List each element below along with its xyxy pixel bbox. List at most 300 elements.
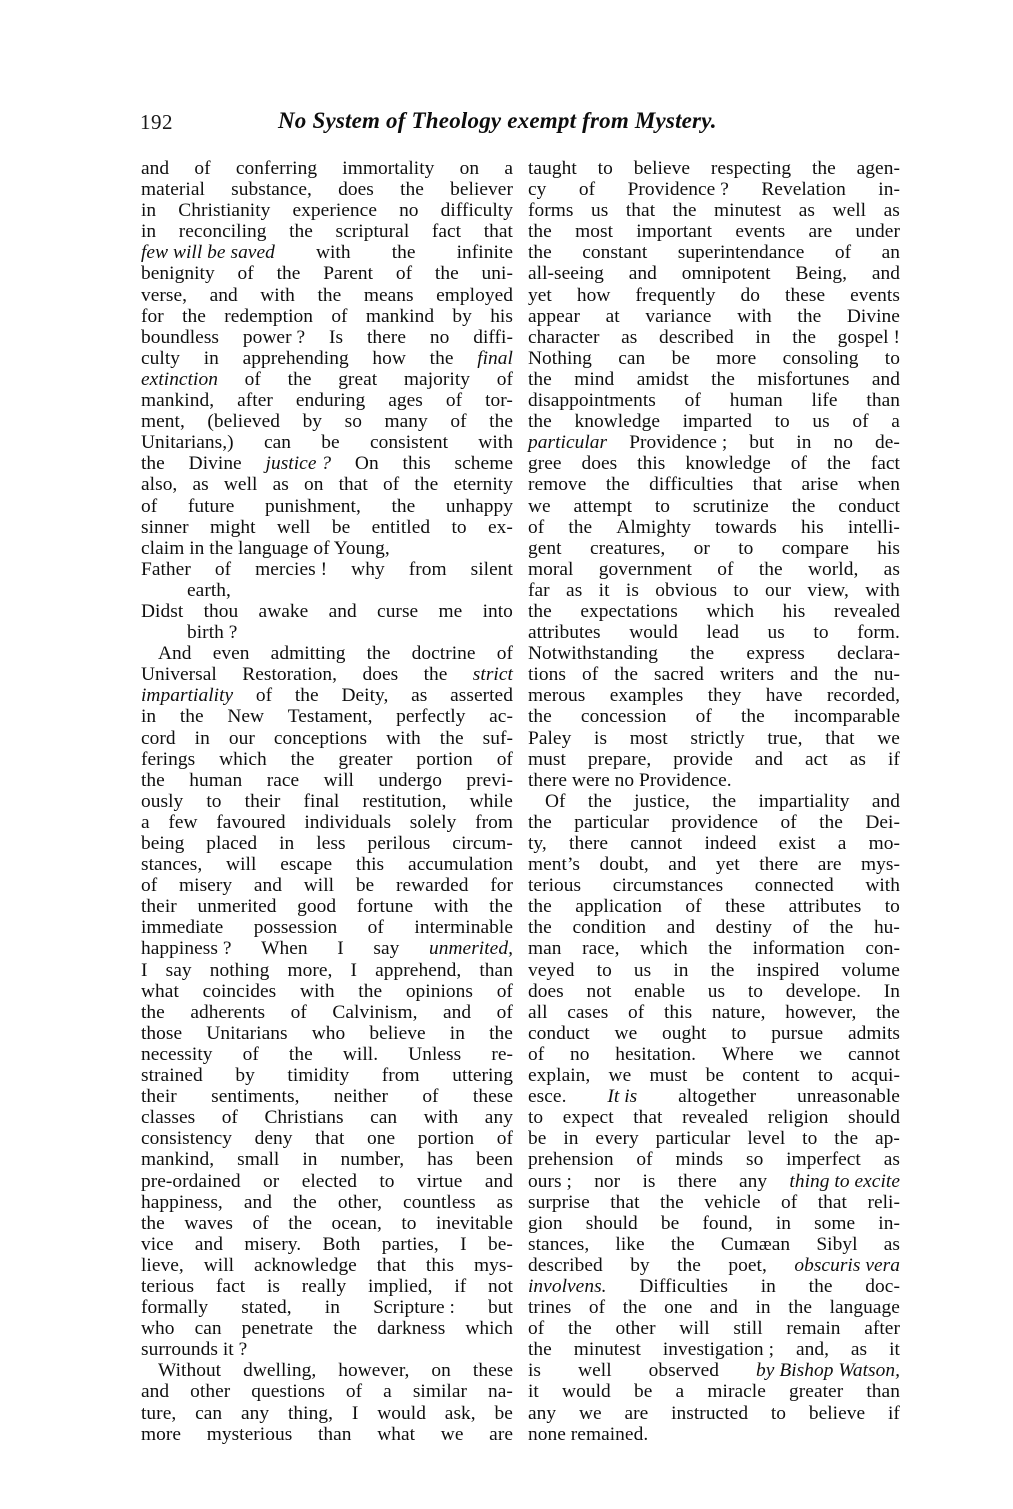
line-segment: Paley	[528, 727, 572, 749]
line-segment: with	[737, 305, 772, 327]
text-line	[528, 538, 900, 559]
line-segment: his	[782, 600, 806, 622]
line-segment: are	[624, 1402, 649, 1424]
line-segment: provide	[673, 748, 733, 770]
line-segment: their	[141, 896, 177, 918]
line-segment: penetrate	[241, 1318, 314, 1340]
line-segment: by Bishop Watson,	[756, 1360, 900, 1382]
line-segment: investigation ;	[662, 1339, 775, 1361]
text-line	[141, 1149, 513, 1170]
line-segment: misery.	[244, 1233, 302, 1255]
line-segment: misfortunes	[757, 368, 850, 390]
line-segment: the	[670, 1233, 695, 1255]
text-line	[141, 1065, 513, 1086]
line-segment: world,	[807, 558, 859, 580]
line-segment: the	[528, 896, 552, 918]
line-segment: and,	[795, 1339, 829, 1361]
line-segment: for	[141, 305, 164, 327]
line-segment: like	[615, 1233, 645, 1255]
line-segment: parties,	[381, 1233, 439, 1255]
line-segment: of	[496, 368, 513, 390]
line-segment: the	[290, 748, 315, 770]
line-segment: in	[755, 1297, 771, 1319]
line-segment: minds	[675, 1149, 724, 1171]
line-segment: to	[802, 1128, 818, 1150]
line-segment: Christians	[264, 1107, 344, 1129]
line-segment: stances,	[528, 1233, 590, 1255]
line-segment: that	[633, 1107, 663, 1129]
line-segment: believe	[633, 158, 691, 179]
text-line	[528, 1107, 900, 1128]
line-segment: yet	[528, 284, 552, 306]
line-segment: and	[209, 284, 238, 306]
text-line	[141, 664, 513, 685]
line-segment: will	[323, 769, 354, 791]
line-segment: those	[141, 1022, 183, 1044]
text-line	[528, 685, 900, 706]
line-segment: moral	[528, 558, 574, 580]
text-line	[141, 453, 513, 474]
line-segment: government	[598, 558, 692, 580]
line-segment: of	[367, 917, 384, 939]
line-segment: on	[303, 474, 324, 496]
line-segment: these	[785, 284, 826, 306]
text-line	[528, 580, 900, 601]
line-segment: if	[887, 748, 900, 770]
line-segment: apprehending	[242, 347, 349, 369]
line-segment: in	[449, 1022, 465, 1044]
line-segment: any	[528, 1402, 557, 1424]
line-segment: respecting	[710, 158, 792, 179]
line-segment: na-	[488, 1381, 513, 1403]
text-line	[528, 1065, 900, 1086]
line-segment: ment,	[141, 411, 185, 433]
line-segment: we	[440, 1423, 464, 1445]
line-segment: unmerited	[197, 896, 277, 918]
line-segment: with	[299, 980, 335, 1002]
line-segment: of	[214, 558, 232, 580]
line-segment: the	[317, 284, 342, 306]
line-segment: miracle	[707, 1381, 766, 1403]
line-segment: to	[206, 790, 222, 812]
line-segment: imperfect	[786, 1149, 861, 1171]
line-segment: Parent	[323, 263, 374, 285]
line-segment: will	[679, 1318, 710, 1340]
line-segment: how	[576, 284, 611, 306]
line-segment: the	[677, 1254, 701, 1276]
line-segment: tions	[528, 664, 566, 686]
line-segment: do	[740, 284, 761, 306]
line-segment: conferring	[235, 158, 318, 179]
line-segment: Unitarians,)	[141, 432, 234, 454]
line-segment: declara-	[837, 643, 900, 665]
text-line	[141, 1276, 513, 1297]
line-segment: in	[141, 706, 157, 728]
text-line	[528, 1149, 900, 1170]
line-segment: possession	[253, 917, 338, 939]
text-line	[141, 263, 513, 284]
line-segment: other	[615, 1318, 656, 1340]
line-segment: a	[837, 833, 847, 854]
line-segment: undergo	[378, 769, 442, 791]
line-segment: ously	[141, 790, 184, 812]
line-segment: should	[585, 1212, 638, 1234]
line-segment: I	[350, 959, 358, 981]
line-segment: questions	[251, 1381, 325, 1403]
line-segment: of	[780, 811, 797, 833]
line-segment: can	[618, 347, 646, 369]
line-segment: is	[594, 727, 608, 749]
line-segment: some	[814, 1212, 856, 1234]
text-line	[528, 1360, 900, 1381]
line-segment: nu-	[874, 664, 900, 686]
line-segment: be-	[488, 1233, 513, 1255]
line-segment: infinite	[456, 242, 513, 264]
line-segment: of	[528, 1318, 545, 1340]
line-segment: inspired	[756, 959, 820, 981]
line-segment: still	[733, 1318, 763, 1340]
line-segment: this	[637, 453, 666, 475]
line-segment: circumstances	[612, 875, 724, 897]
line-segment: uni-	[481, 263, 513, 285]
line-segment: strict	[472, 664, 513, 686]
line-segment: consistent	[369, 432, 449, 454]
line-segment: neither	[333, 1086, 388, 1108]
line-segment: and	[328, 600, 357, 622]
line-segment: after	[237, 390, 273, 412]
line-segment: knowledge	[685, 453, 771, 475]
text-line	[141, 833, 513, 854]
line-segment: punishment,	[265, 495, 361, 517]
line-segment: rewarded	[395, 875, 469, 897]
text-line	[141, 474, 513, 495]
text-line	[528, 517, 900, 538]
text-line	[528, 664, 900, 685]
line-segment: a	[504, 158, 513, 179]
line-segment: vice	[141, 1233, 174, 1255]
line-segment: on	[431, 1360, 451, 1382]
line-segment: strained	[141, 1065, 203, 1087]
text-line	[141, 1381, 513, 1402]
line-segment: number,	[340, 1149, 405, 1171]
text-line	[528, 981, 900, 1002]
line-segment: in	[279, 833, 295, 854]
line-segment: be	[633, 1381, 653, 1403]
line-segment: hu-	[873, 917, 900, 939]
line-segment: the	[528, 917, 552, 939]
line-segment: mysterious	[206, 1423, 293, 1445]
line-segment: it	[598, 579, 610, 601]
line-segment: mind	[574, 368, 615, 390]
line-segment: the	[489, 411, 513, 433]
line-segment: Divine	[188, 453, 242, 475]
line-segment: than	[479, 959, 513, 981]
line-segment: fact	[431, 221, 462, 243]
line-segment: scriptural	[335, 221, 410, 243]
line-segment: silent	[470, 558, 513, 580]
line-segment: con-	[865, 938, 900, 960]
line-segment: the	[711, 368, 735, 390]
line-segment: race,	[582, 938, 620, 960]
line-segment: prehension	[528, 1149, 614, 1171]
line-segment: minutest	[714, 200, 782, 222]
line-segment: ment’s	[528, 854, 581, 876]
line-segment: the	[811, 158, 836, 179]
line-segment: justice ?	[265, 453, 332, 475]
line-segment: to	[813, 622, 829, 644]
line-segment: as	[411, 685, 428, 707]
line-segment: that	[825, 727, 855, 749]
line-segment: to	[451, 516, 467, 538]
line-segment: be	[355, 875, 375, 897]
line-segment: will	[303, 875, 335, 897]
line-segment: to	[817, 1065, 834, 1087]
line-segment: be	[660, 1212, 680, 1234]
line-segment: In	[883, 980, 900, 1002]
text-line	[141, 496, 513, 517]
line-segment: develope.	[785, 980, 862, 1002]
line-segment: the	[528, 600, 552, 622]
line-segment: stated,	[241, 1297, 292, 1319]
line-segment: the	[391, 242, 416, 264]
line-segment: so	[344, 411, 362, 433]
text-line	[528, 706, 900, 727]
line-segment: far	[528, 579, 550, 601]
line-segment: ap-	[875, 1128, 900, 1150]
line-segment: more,	[287, 959, 333, 981]
line-segment: that	[338, 474, 368, 496]
line-segment: and	[253, 875, 282, 897]
line-segment: small	[237, 1149, 280, 1171]
text-line: claim in the language of Young,	[141, 537, 390, 559]
line-segment: us	[767, 622, 785, 644]
line-segment: with	[865, 579, 900, 601]
line-segment: elected	[301, 1170, 357, 1192]
line-segment: Didst	[141, 600, 184, 622]
line-segment: the	[179, 706, 204, 728]
line-segment: events	[735, 221, 786, 243]
line-segment: the	[358, 980, 383, 1002]
line-segment: to	[401, 1212, 417, 1234]
line-segment: in	[203, 347, 219, 369]
line-segment: revealed	[682, 1107, 749, 1129]
line-segment: incomparable	[793, 706, 900, 728]
text-line	[141, 432, 513, 453]
text-line	[528, 1339, 900, 1360]
line-segment: be	[494, 1402, 513, 1424]
line-segment: explain,	[528, 1065, 591, 1087]
line-segment: other,	[337, 1191, 383, 1213]
text-line	[528, 411, 900, 432]
line-segment: eternity	[453, 474, 513, 496]
text-line	[141, 348, 513, 369]
line-segment: constant	[582, 242, 648, 264]
line-segment: that	[817, 1191, 847, 1213]
line-segment: cannot	[630, 833, 683, 854]
line-segment: important	[636, 221, 713, 243]
text-line	[141, 1297, 513, 1318]
line-segment: indeed	[704, 833, 757, 854]
line-segment: we	[614, 1022, 638, 1044]
line-segment: ought	[662, 1022, 707, 1044]
line-segment: than	[317, 1423, 352, 1445]
text-line	[528, 200, 900, 221]
line-segment: stances,	[141, 854, 203, 876]
line-segment: there	[759, 854, 799, 876]
line-segment: all	[528, 1001, 548, 1023]
line-segment: of	[496, 980, 513, 1002]
line-segment: the	[758, 558, 783, 580]
line-segment: with	[478, 432, 513, 454]
line-segment: be	[321, 432, 340, 454]
line-segment: us	[633, 959, 652, 981]
line-segment: lead	[706, 622, 739, 644]
line-segment: placed	[206, 833, 258, 854]
line-segment: view,	[807, 579, 849, 601]
line-segment: the	[672, 200, 697, 222]
line-segment: have	[765, 685, 803, 707]
line-segment: the	[429, 347, 454, 369]
line-segment: as	[883, 558, 900, 580]
line-segment: immediate	[141, 917, 224, 939]
text-line	[528, 285, 900, 306]
line-segment: scheme	[454, 453, 513, 475]
line-segment: the	[141, 1212, 165, 1234]
line-segment: the	[489, 1022, 513, 1044]
text-line	[528, 453, 900, 474]
line-segment: the	[587, 790, 612, 812]
line-segment: awake	[258, 600, 309, 622]
line-segment: to	[731, 1022, 747, 1044]
line-segment: to	[747, 980, 763, 1002]
line-segment: final	[477, 347, 513, 369]
text-line	[528, 1381, 900, 1402]
line-segment: there	[677, 1170, 717, 1192]
line-segment: events	[850, 284, 900, 306]
line-segment: I	[337, 938, 344, 960]
text-line	[528, 242, 900, 263]
line-segment: as	[496, 1191, 513, 1213]
line-segment: the	[659, 1191, 684, 1213]
running-title: No System of Theology exempt from Mystery.	[278, 108, 717, 133]
line-segment: omnipotent	[681, 263, 771, 285]
line-segment: variance	[645, 305, 712, 327]
line-segment: the	[391, 495, 416, 517]
line-segment: attributes	[528, 622, 601, 644]
line-segment: the	[292, 1191, 317, 1213]
line-segment: and	[243, 1191, 272, 1213]
line-segment: well	[276, 516, 311, 538]
line-segment: Without	[158, 1360, 222, 1382]
line-segment: of	[834, 242, 852, 264]
line-segment: his	[877, 537, 900, 559]
text-line: surrounds it ?	[141, 1339, 248, 1361]
text-line	[141, 1403, 513, 1424]
line-segment: the	[792, 326, 817, 348]
line-segment: the	[287, 368, 312, 390]
line-segment: justice,	[634, 790, 690, 812]
line-segment: if	[887, 1402, 900, 1424]
line-segment: Divine	[846, 305, 900, 327]
line-segment: countless	[403, 1191, 476, 1213]
line-segment: a	[891, 411, 900, 433]
line-segment: that	[376, 1254, 407, 1276]
line-segment: arise	[801, 474, 839, 496]
line-segment: (believed	[207, 411, 281, 433]
line-segment: form.	[857, 622, 900, 644]
line-segment: into	[482, 600, 513, 622]
line-segment: of	[685, 896, 702, 918]
line-segment: this	[402, 453, 431, 475]
line-segment: be	[528, 1128, 547, 1150]
line-segment: does	[362, 664, 399, 686]
text-line	[141, 306, 513, 327]
text-line	[141, 1171, 513, 1192]
line-segment: fortune	[356, 896, 414, 918]
text-line	[141, 1002, 513, 1023]
line-segment: us	[812, 411, 830, 433]
text-line	[141, 706, 513, 727]
line-segment: to	[884, 896, 900, 918]
line-segment: most	[629, 727, 668, 749]
text-line	[141, 1086, 513, 1107]
line-segment: would	[629, 622, 678, 644]
line-segment: man	[528, 938, 562, 960]
line-segment: mankind	[365, 305, 435, 327]
text-line	[141, 1213, 513, 1234]
line-segment: interminable	[414, 917, 513, 939]
line-segment: can	[194, 1318, 222, 1340]
line-segment: of	[528, 516, 545, 538]
line-segment: obvious	[655, 579, 718, 601]
text-line	[141, 812, 513, 833]
text-line	[141, 1128, 513, 1149]
text-line	[141, 854, 513, 875]
line-segment: redemption	[224, 305, 314, 327]
line-segment: and	[871, 790, 900, 812]
line-segment: express	[746, 643, 805, 665]
line-segment: the	[366, 643, 391, 665]
text-line	[141, 1424, 513, 1445]
line-segment: sacred	[654, 664, 704, 686]
line-segment: exist	[778, 833, 816, 854]
text-line	[141, 1318, 513, 1339]
line-segment: with	[260, 284, 295, 306]
line-segment: we	[608, 1065, 632, 1087]
line-segment: the	[141, 1001, 165, 1023]
line-segment: to	[770, 1402, 787, 1424]
line-segment: not	[488, 1275, 513, 1297]
line-segment: true,	[767, 727, 803, 749]
text-line	[141, 917, 513, 938]
line-segment: classes	[141, 1107, 196, 1129]
line-segment: uttering	[452, 1065, 513, 1087]
line-segment: in-	[878, 179, 900, 201]
line-segment: the	[834, 1128, 859, 1150]
line-segment: why	[351, 558, 385, 580]
line-segment: Providence ?	[627, 179, 729, 201]
line-segment: mys-	[861, 854, 900, 876]
text-line	[141, 200, 513, 221]
line-segment: strictly	[690, 727, 745, 749]
text-line	[528, 875, 900, 896]
text-line	[528, 327, 900, 348]
line-segment: well	[578, 1360, 612, 1382]
line-segment: pursue	[771, 1022, 824, 1044]
line-segment: mercies !	[255, 558, 328, 580]
line-segment: by	[235, 1065, 255, 1087]
line-segment: conduct	[838, 495, 900, 517]
